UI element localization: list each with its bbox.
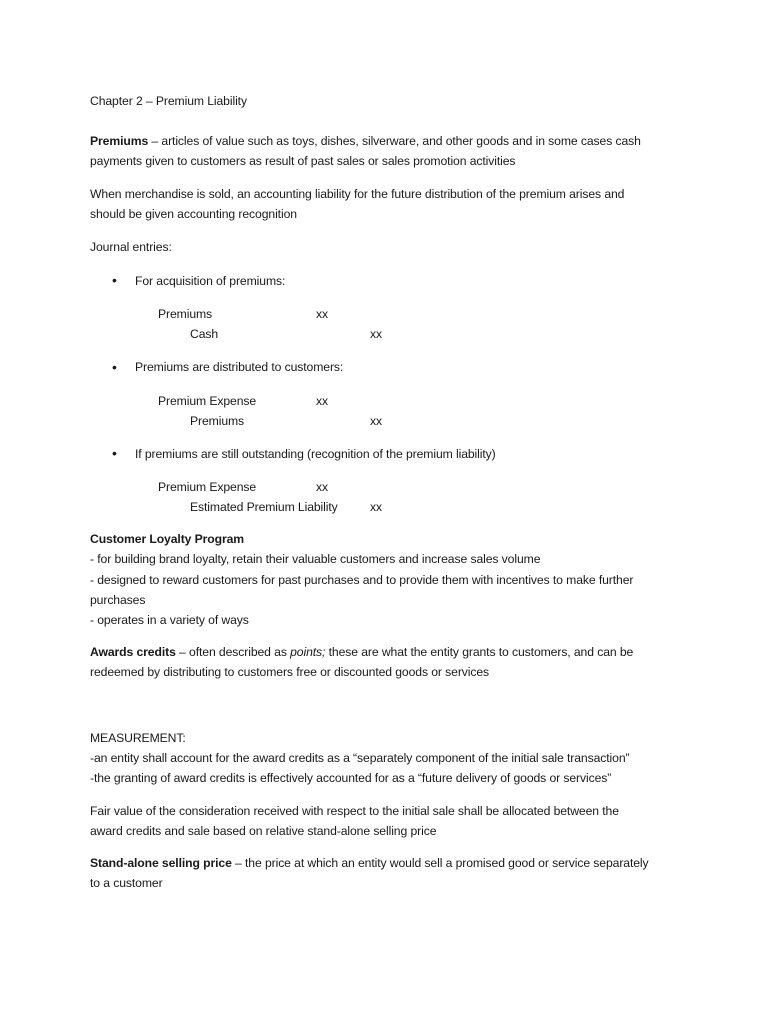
entry-1-credit-account: Cash xyxy=(190,327,219,341)
awards-credits-text-rest: these are what the entity grants to customers, and can be xyxy=(325,645,634,659)
awards-credits-italic: points; xyxy=(290,645,326,659)
measurement-heading: MEASUREMENT: xyxy=(90,731,186,745)
bullet-icon: • xyxy=(112,359,117,375)
standalone-price-text: – the price at which an entity would sell a promised good or service separately xyxy=(231,856,649,870)
entry-1-credit-amount: xx xyxy=(370,327,382,341)
entry-3-description: If premiums are still outstanding (recognition of the premium liability) xyxy=(135,447,496,461)
loyalty-line3: purchases xyxy=(90,593,146,607)
loyalty-line4: - operates in a variety of ways xyxy=(90,613,249,627)
standalone-price-term: Stand-alone selling price xyxy=(90,856,232,870)
entry-2-debit-amount: xx xyxy=(316,394,328,408)
premiums-term: Premiums xyxy=(90,134,149,148)
fair-value-line1: Fair value of the consideration received with respect to the initial sale shall be allocated between the xyxy=(90,804,619,818)
entry-3-credit-amount: xx xyxy=(370,500,382,514)
loyalty-line1: - for building brand loyalty, retain their valuable customers and increase sales volume xyxy=(90,552,541,566)
measurement-line2: -the granting of award credits is effectively accounted for as a “future delivery of goods or services” xyxy=(90,771,612,785)
standalone-price-line1 xyxy=(90,853,649,873)
awards-credits-line1 xyxy=(90,642,633,662)
bullet-icon: • xyxy=(112,445,117,461)
entry-3-credit-account: Estimated Premium Liability xyxy=(190,500,338,514)
entry-1-debit-amount: xx xyxy=(316,307,328,321)
premiums-definition-line1 xyxy=(90,131,641,151)
merchandise-paragraph-line1: When merchandise is sold, an accounting liability for the future distribution of the premium arises and xyxy=(90,187,625,201)
merchandise-paragraph-line2: should be given accounting recognition xyxy=(90,207,297,221)
entry-3-debit-account: Premium Expense xyxy=(158,480,257,494)
entry-2-credit-account: Premiums xyxy=(190,414,245,428)
standalone-price-line2: to a customer xyxy=(90,876,163,890)
awards-credits-text: – often described as xyxy=(175,645,291,659)
entry-2-credit-amount: xx xyxy=(370,414,382,428)
premiums-definition-line2: payments given to customers as result of past sales or sales promotion activities xyxy=(90,154,516,168)
awards-credits-term: Awards credits xyxy=(90,645,176,659)
awards-credits-line2: redeemed by distributing to customers free or discounted goods or services xyxy=(90,665,490,679)
chapter-title: Chapter 2 – Premium Liability xyxy=(90,94,247,108)
premiums-definition-text: – articles of value such as toys, dishes, silverware, and other goods and in some cases cash xyxy=(148,134,641,148)
journal-entries-heading: Journal entries: xyxy=(90,240,172,254)
loyalty-heading: Customer Loyalty Program xyxy=(90,532,245,546)
bullet-icon: • xyxy=(112,272,117,288)
fair-value-line2: award credits and sale based on relative stand-alone selling price xyxy=(90,824,437,838)
entry-1-debit-account: Premiums xyxy=(158,307,213,321)
entry-2-debit-account: Premium Expense xyxy=(158,394,257,408)
loyalty-line2: - designed to reward customers for past purchases and to provide them with incentives to make further xyxy=(90,573,634,587)
measurement-line1: -an entity shall account for the award credits as a “separately component of the initial sale transaction” xyxy=(90,751,630,765)
entry-1-description: For acquisition of premiums: xyxy=(135,274,286,288)
entry-2-description: Premiums are distributed to customers: xyxy=(135,360,344,374)
entry-3-debit-amount: xx xyxy=(316,480,328,494)
